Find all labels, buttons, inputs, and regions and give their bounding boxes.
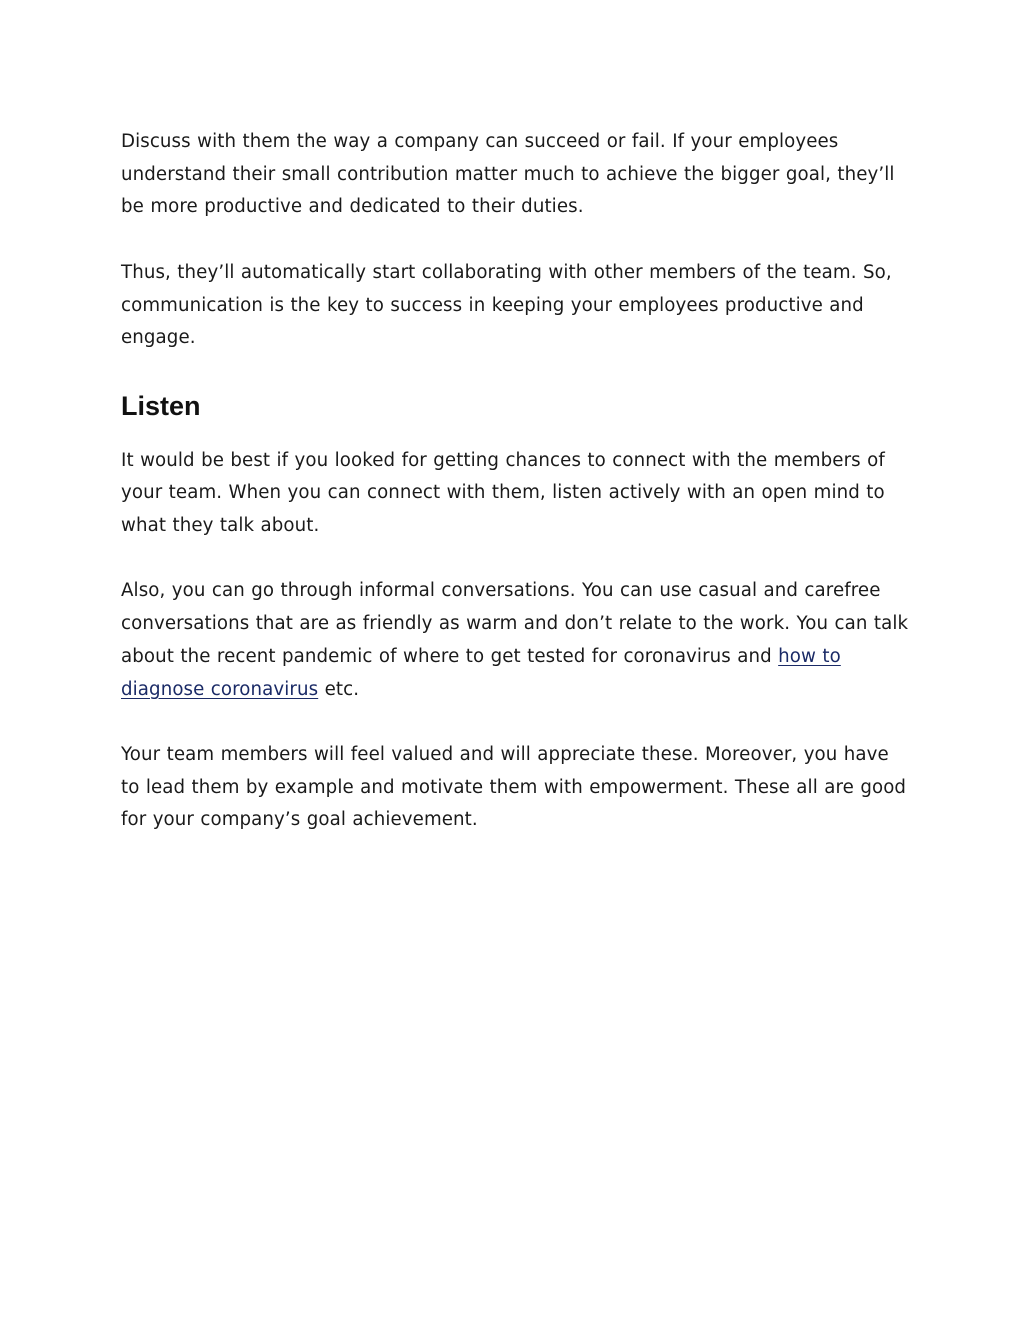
document-page — [121, 126, 911, 870]
listen-paragraph-3: Your team members will feel valued and will appreciate these. Moreover, you have to lead them by example and motivate them with empowerment. These all are good for your company’s goal achievement. — [121, 743, 907, 831]
listen-paragraph-2-text-before: Also, you can go through informal conversations. You can use casual and carefree conversations that are as friendly as warm and don’t relate to the work. You can talk about the recent pandemic of where to get tested for coronavirus and — [121, 580, 909, 667]
section-heading-listen: Listen — [121, 390, 201, 421]
diagnose-coronavirus-link[interactable]: how to diagnose coronavirus — [121, 645, 841, 700]
listen-paragraph-2 — [121, 575, 911, 706]
intro-paragraph-1: Discuss with them the way a company can succeed or fail. If your employees understand their small contribution matter much to achieve the bigger goal, they’ll be more productive and dedicated to their duties. — [121, 131, 895, 218]
listen-paragraph-2-text-after: etc. — [318, 678, 360, 700]
intro-paragraph-2: Thus, they’ll automatically start collaborating with other members of the team. So, communication is the key to success in keeping your employees productive and engage. — [121, 261, 892, 349]
listen-paragraph-1: It would be best if you looked for getting chances to connect with the members of your team. When you can connect with them, listen actively with an open mind to what they talk about. — [121, 449, 885, 536]
